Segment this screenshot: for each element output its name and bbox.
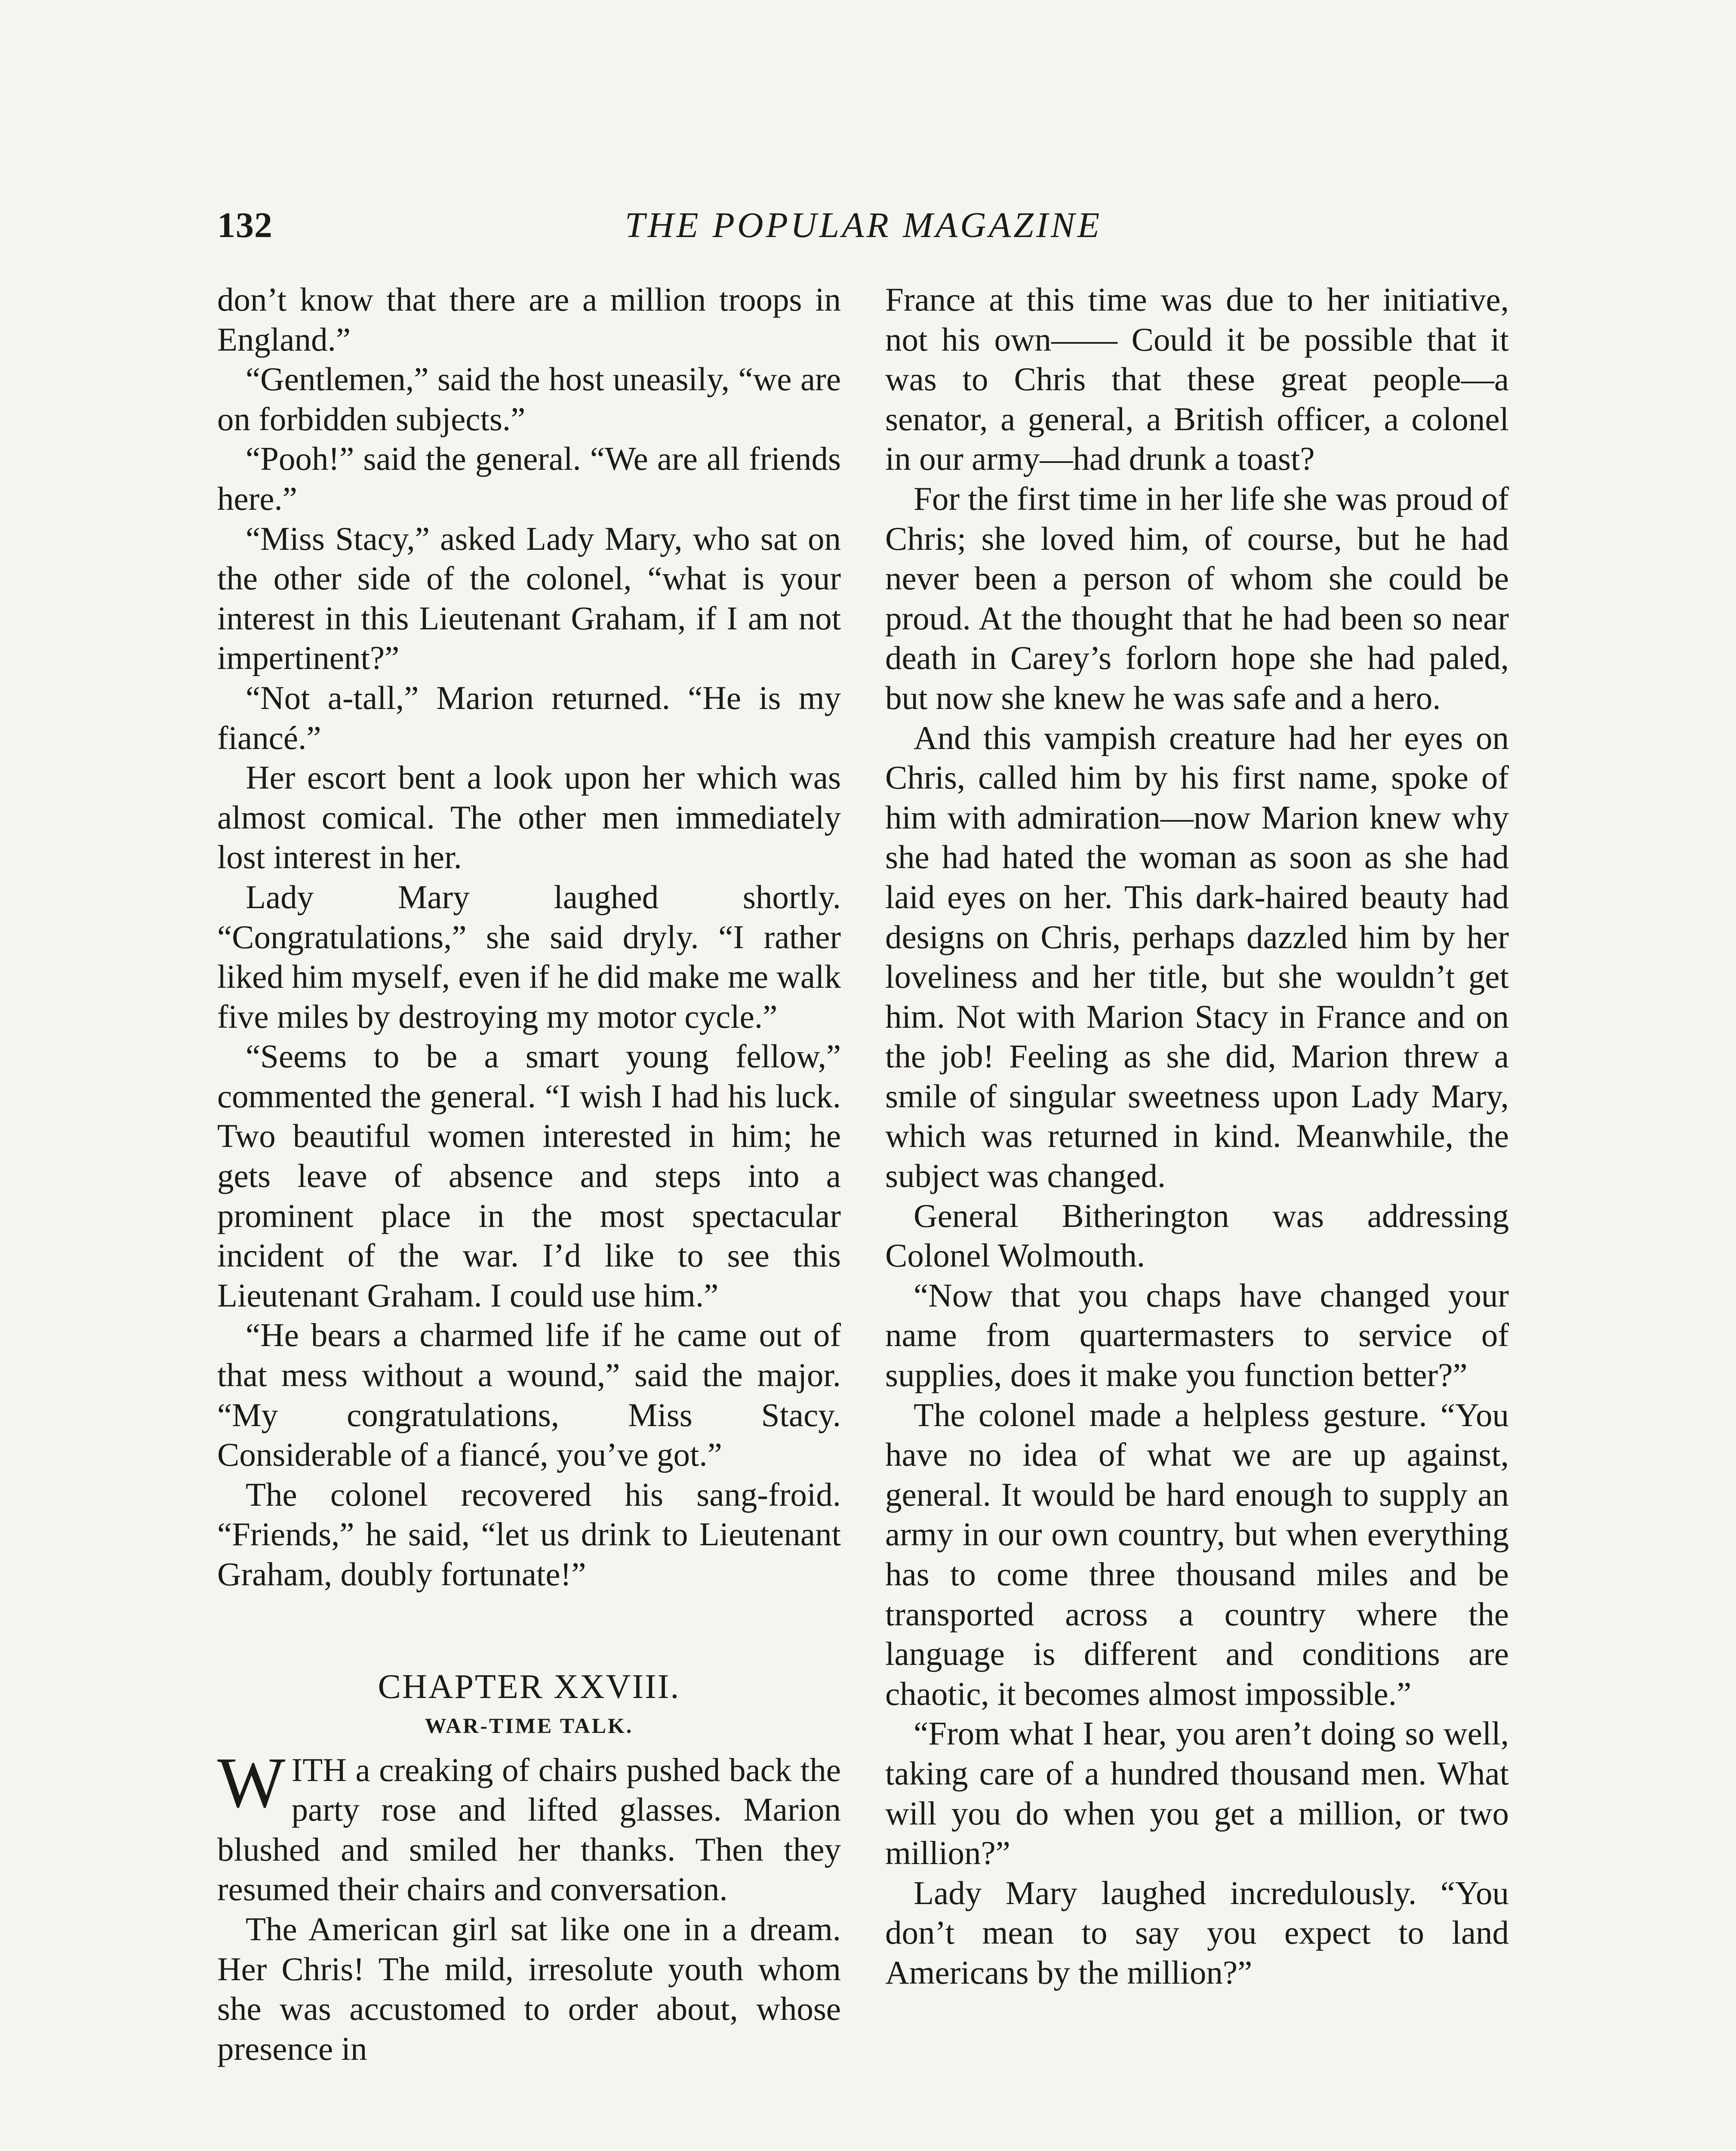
paragraph: “Miss Stacy,” asked Lady Mary, who sat on the other side of the colonel, “what is your interest in this Lieutenant Graham, if I am not impertinent?”: [217, 520, 841, 677]
right-column: [885, 280, 1509, 1993]
paragraph: “Gentlemen,” said the host uneasily, “we are on forbidden subjects.”: [217, 361, 841, 438]
paragraph: “Now that you chaps have changed your name from quartermasters to service of supplies, does it make you function better?”: [885, 1276, 1509, 1394]
drop-cap: W: [217, 1742, 286, 1823]
paragraph: don’t know that there are a million troops in England.”: [217, 281, 841, 358]
paragraph: Lady Mary laughed shortly. “Congratulations,” she said dryly. “I rather liked him myself, even if he did make me walk five miles by destroying my motor cycle.”: [217, 878, 841, 1035]
paragraph: “From what I hear, you aren’t doing so well, taking care of a hundred thousand men. What will you do when you get a million, or two million?”: [885, 1715, 1509, 1872]
running-title: THE POPULAR MAGAZINE: [625, 205, 1102, 245]
paragraph: “He bears a charmed life if he came out of that mess without a wound,” said the major. “My congratulations, Miss Stacy. Considerable of a fiancé, you’ve got.”: [217, 1316, 841, 1473]
paragraph: “Pooh!” said the general. “We are all friends here.”: [217, 440, 841, 517]
paragraph: France at this time was due to her initiative, not his own—— Could it be possible that it was to Chris that these great people—a senator, a general, a British officer, a colonel in our army—had drunk a toast?: [885, 281, 1509, 478]
page-header: [217, 204, 1510, 252]
paragraph: The colonel made a helpless gesture. “You have no idea of what we are up against, general. It would be hard enough to supply an army in our own country, but when everything has to come three thousand miles and be transported across a country where the language is different and conditions are chaotic, it becomes almost impossible.”: [885, 1396, 1509, 1712]
paragraph: The colonel recovered his sang-froid. “Friends,” he said, “let us drink to Lieutenant Graham, doubly fortunate!”: [217, 1476, 841, 1593]
page-number: 132: [217, 205, 273, 245]
paragraph: Her escort bent a look upon her which was almost comical. The other men immediately lost interest in her.: [217, 759, 841, 876]
chapter-subtitle: WAR-TIME TALK.: [425, 1713, 634, 1738]
paragraph: The American girl sat like one in a dream. Her Chris! The mild, irresolute youth whom she was accustomed to order about, whose presence in: [217, 1910, 841, 2067]
paragraph: For the first time in her life she was proud of Chris; she loved him, of course, but he had never been a person of whom she could be proud. At the thought that he had been so near death in Carey’s forlorn hope she had paled, but now she knew he was safe and a hero.: [885, 480, 1509, 716]
paragraph: General Bitherington was addressing Colonel Wolmouth.: [885, 1197, 1509, 1274]
paragraph: And this vampish creature had her eyes on Chris, called him by his first name, spoke of him with admiration—now Marion knew why she had hated the woman as soon as she had laid eyes on her. This dark-haired beauty had designs on Chris, perhaps dazzled him by her loveliness and her title, but she wouldn’t get him. Not with Marion Stacy in France and on the job! Feeling as she did, Marion threw a smile of singular sweetness upon Lady Mary, which was returned in kind. Meanwhile, the subject was changed.: [885, 719, 1509, 1195]
left-column: [217, 280, 841, 2068]
paragraph: Lady Mary laughed incredulously. “You don’t mean to say you expect to land Americans by the million?”: [885, 1874, 1509, 1991]
chapter-opening-paragraph: [217, 1742, 841, 1909]
opening-text: ITH a creaking of chairs pushed back the party rose and lifted glasses. Marion blushed and smiled her thanks. Then they resumed their chairs and conversation.: [217, 1751, 841, 1908]
chapter-heading: CHAPTER XXVIII.: [378, 1667, 680, 1706]
paragraph: “Seems to be a smart young fellow,” commented the general. “I wish I had his luck. Two beautiful women interested in him; he gets leave of absence and steps into a prominent place in the most spectacular incident of the war. I’d like to see this Lieutenant Graham. I could use him.”: [217, 1038, 841, 1314]
paragraph: “Not a-tall,” Marion returned. “He is my fiancé.”: [217, 679, 841, 756]
